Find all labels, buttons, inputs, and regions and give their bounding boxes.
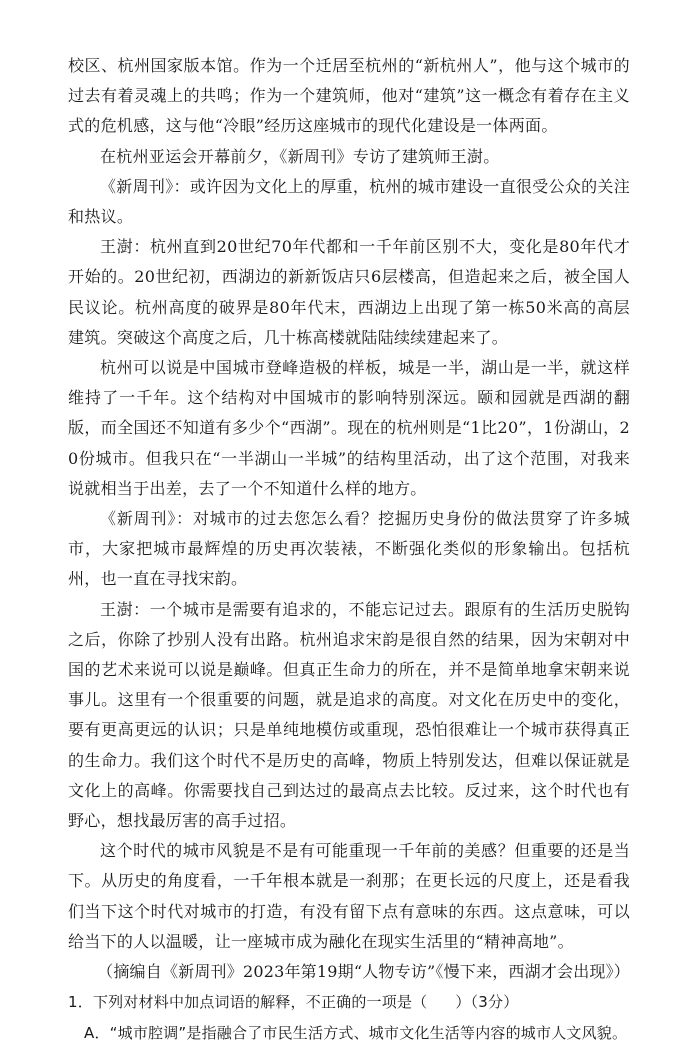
document-page (68, 51, 630, 1049)
paragraph-answer-1: 王澍：杭州直到20世纪70年代都和一千年前区别不大，变化是80年代才开始的。20世纪初，西湖边的新新饭店只6层楼高，但造起来之后，被全国人民议论。杭州高度的破界是80年代末，西湖边上出现了第一栋50米高的高层建筑。突破这个高度之后，几十栋高楼就陆陆续续建起来了。 (68, 237, 630, 347)
paragraph-answer-1-cont: 杭州可以说是中国城市登峰造极的样板，城是一半，湖山是一半，就这样维持了一千年。这个结构对中国城市的影响特别深远。颐和园就是西湖的翻版，而全国还不知道有多少个“西湖”。现在的杭州则是“1比20”，1份湖山，20份城市。但我只在“一半湖山一半城”的结构里活动，出了这个范围，对我来说就相当于出差，去了一个不知道什么样的地方。 (68, 358, 630, 498)
paragraph-answer-2: 王澍：一个城市是需要有追求的，不能忘记过去。跟原有的生活历史脱钩之后，你除了抄别人没有出路。杭州追求宋韵是很自然的结果，因为宋朝对中国的艺术来说可以说是巅峰。但真正生命力的所在，并不是简单地拿宋朝来说事儿。这里有一个很重要的问题，就是追求的高度。对文化在历史中的变化，要有更高更远的认识；只是单纯地模仿或重现，恐怕很难让一个城市获得真正的生命力。我们这个时代不是历史的高峰，物质上特别发达，但难以保证就是文化上的高峰。你需要找自己到达过的最高点去比较。反过来，这个时代也有野心，想找最厉害的高手过招。 (68, 599, 630, 831)
source-citation: （摘编自《新周刊》2023年第19期“人物专访”《慢下来，西湖才会出现》） (97, 962, 630, 982)
question-stem-text: 1．下列对材料中加点词语的解释，不正确的一项是（ (68, 993, 428, 1012)
paragraph-question-2: 《新周刊》：对城市的过去您怎么看？挖掘历史身份的做法贯穿了许多城市，大家把城市最辉煌的历史再次装裱，不断强化类似的形象输出。包括杭州，也一直在寻找宋韵。 (68, 509, 630, 589)
paragraph-continuation: 校区、杭州国家版本馆。作为一个迁居至杭州的“新杭州人”，他与这个城市的过去有着灵魂上的共鸣；作为一个建筑师，他对“建筑”这一概念有着存在主义式的危机感，这与他“冷眼”经历这座城市的现代化建设是一体两面。 (68, 56, 630, 136)
paragraph-interview-intro: 在杭州亚运会开幕前夕，《新周刊》专访了建筑师王澍。 (100, 146, 500, 166)
paragraph-answer-2-cont: 这个时代的城市风貌是不是有可能重现一千年前的美感？但重要的还是当下。从历史的角度看，一千年根本就是一刹那；在更长远的尺度上，还是看我们当下这个时代对城市的打造，有没有留下点有意味的东西。这点意味，可以给当下的人以温暖，让一座城市成为融化在现实生活里的“精神高地”。 (68, 841, 630, 951)
paragraph-question-1: 《新周刊》：或许因为文化上的厚重，杭州的城市建设一直很受公众的关注和热议。 (68, 176, 630, 227)
question-1-option-a: A．“城市腔调”是指融合了市民生活方式、城市文化生活等内容的城市人文风貌。 (84, 1024, 628, 1043)
question-1-stem (68, 987, 630, 1018)
question-points: ）（3分） (455, 993, 519, 1012)
